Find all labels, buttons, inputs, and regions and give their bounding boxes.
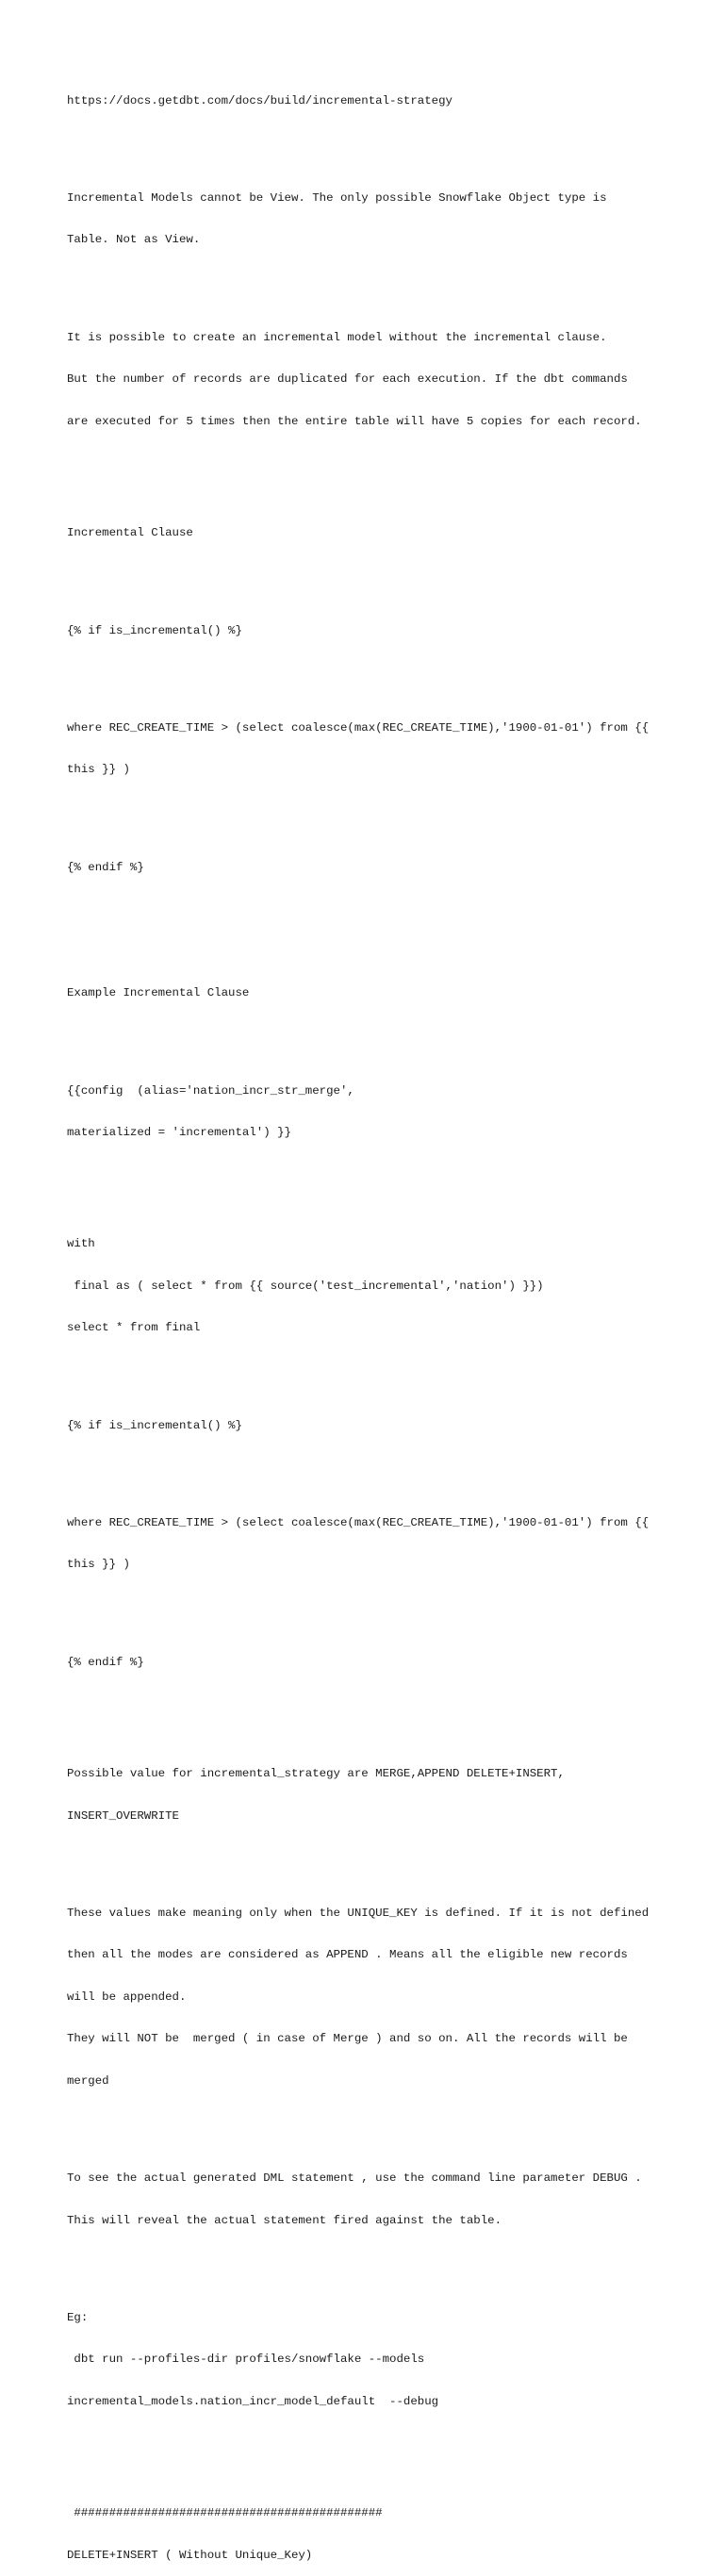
- paragraph-line: Possible value for incremental_strategy are MERGE,APPEND DELETE+INSERT,: [67, 1767, 565, 1781]
- code-line: {% endif %}: [67, 860, 144, 874]
- separator-line: ############################################: [67, 2506, 383, 2520]
- blank-line: [67, 275, 670, 289]
- code-line: this }} ): [67, 763, 130, 777]
- blank-line: [67, 136, 670, 150]
- blank-line: [67, 1028, 670, 1042]
- doc-url: https://docs.getdbt.com/docs/build/incremental-strategy: [67, 93, 452, 107]
- command-line: dbt run --profiles-dir profiles/snowflake --models: [67, 2353, 425, 2367]
- paragraph-line: Table. Not as View.: [67, 233, 201, 247]
- example-label: Eg:: [67, 2310, 89, 2324]
- paragraph-line: will be appended.: [67, 1990, 187, 2004]
- blank-line: [67, 1167, 670, 1196]
- paragraph-line: They will NOT be merged ( in case of Merge ) and so on. All the records will be: [67, 2032, 628, 2046]
- blank-line: [67, 805, 670, 819]
- paragraph-line: To see the actual generated DML statement , use the command line parameter DEBUG .: [67, 2171, 642, 2186]
- section-heading: Example Incremental Clause: [67, 986, 250, 1000]
- paragraph-line: merged: [67, 2073, 109, 2088]
- paragraph-line: INSERT_OVERWRITE: [67, 1808, 179, 1823]
- code-line: {{config (alias='nation_incr_str_merge',: [67, 1083, 354, 1098]
- blank-line: [67, 2116, 670, 2130]
- blank-line: [67, 2436, 670, 2465]
- paragraph-line: But the number of records are duplicated for each execution. If the dbt commands: [67, 372, 628, 387]
- code-line: {% if is_incremental() %}: [67, 1418, 242, 1432]
- code-line: this }} ): [67, 1558, 130, 1572]
- document-body: [67, 66, 670, 2576]
- blank-line: [67, 1851, 670, 1865]
- code-line: final as ( select * from {{ source('test_incremental','nation') }}): [67, 1279, 544, 1293]
- blank-line: [67, 1697, 670, 1726]
- blank-line: [67, 666, 670, 680]
- code-line: where REC_CREATE_TIME > (select coalesce(max(REC_CREATE_TIME),'1900-01-01') from {{: [67, 1516, 650, 1529]
- paragraph-line: are executed for 5 times then the entire table will have 5 copies for each record.: [67, 414, 642, 428]
- blank-line: [67, 1362, 670, 1377]
- blank-line: [67, 568, 670, 582]
- blank-line: [67, 902, 670, 944]
- paragraph-line: It is possible to create an incremental model without the incremental clause.: [67, 330, 607, 344]
- section-heading: Incremental Clause: [67, 526, 193, 540]
- blank-line: [67, 2255, 670, 2270]
- code-line: {% if is_incremental() %}: [67, 623, 242, 637]
- code-line: where REC_CREATE_TIME > (select coalesce(max(REC_CREATE_TIME),'1900-01-01') from {{: [67, 721, 650, 735]
- blank-line: [67, 456, 670, 485]
- command-line: incremental_models.nation_incr_model_default --debug: [67, 2394, 439, 2408]
- paragraph-line: These values make meaning only when the UNIQUE_KEY is defined. If it is not defined: [67, 1907, 650, 1921]
- paragraph-line: then all the modes are considered as APPEND . Means all the eligible new records: [67, 1948, 628, 1962]
- code-line: materialized = 'incremental') }}: [67, 1125, 291, 1139]
- code-line: select * from final: [67, 1321, 201, 1335]
- blank-line: [67, 1461, 670, 1475]
- paragraph-line: This will reveal the actual statement fired against the table.: [67, 2213, 502, 2227]
- code-line: {% endif %}: [67, 1655, 144, 1669]
- code-line: with: [67, 1237, 95, 1251]
- blank-line: [67, 1600, 670, 1614]
- section-heading: DELETE+INSERT ( Without Unique_Key): [67, 2548, 313, 2562]
- paragraph-line: Incremental Models cannot be View. The only possible Snowflake Object type is: [67, 191, 607, 206]
